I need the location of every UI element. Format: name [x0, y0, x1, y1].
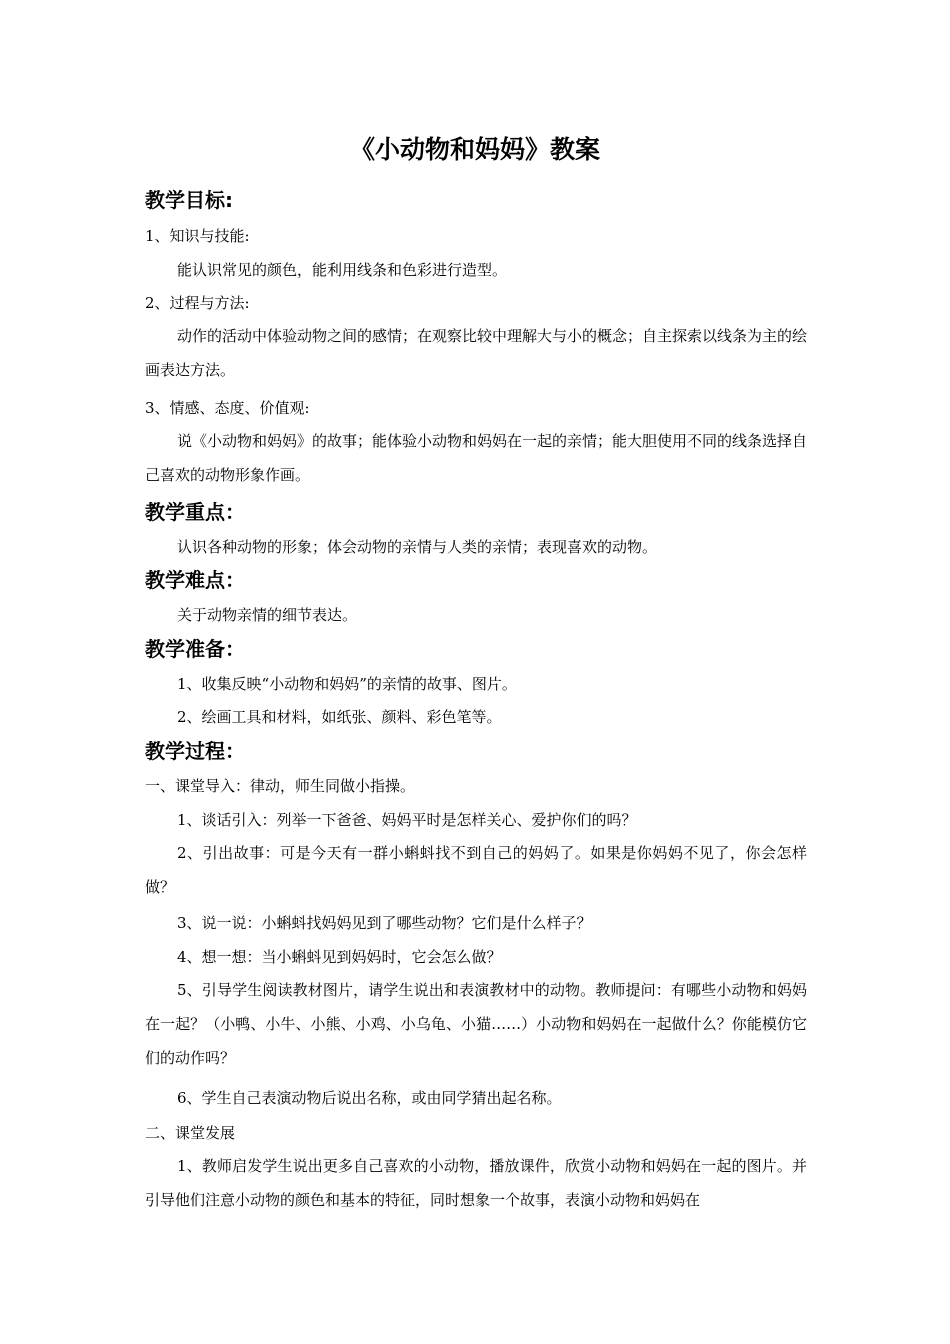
process-heading: 教学过程：	[145, 739, 245, 763]
key-points-heading: 教学重点：	[145, 500, 245, 524]
process-part1-title: 一、课堂导入：律动，师生同做小指操。	[145, 777, 416, 795]
difficulties-text: 关于动物亲情的细节表达。	[177, 606, 358, 624]
objectives-item2-label: 2、过程与方法:	[145, 294, 250, 312]
process-step-6: 6、学生自己表演动物后说出名称，或由同学猜出起名称。	[177, 1089, 562, 1107]
key-points-text: 认识各种动物的形象；体会动物的亲情与人类的亲情；表现喜欢的动物。	[177, 538, 658, 556]
process-step-4: 4、想一想：当小蝌蚪见到妈妈时，它会怎么做？	[177, 948, 502, 966]
objectives-heading: 教学目标:	[145, 188, 233, 212]
objectives-item2-text: 动作的活动中体验动物之间的感情；在观察比较中理解大与小的概念；自主探索以线条为主的绘画表达方法。	[145, 327, 808, 379]
objectives-item3-text: 说《小动物和妈妈》的故事；能体验小动物和妈妈在一起的亲情；能大胆使用不同的线条选择自己喜欢的动物形象作画。	[145, 432, 808, 484]
process-step-1: 1、谈话引入：列举一下爸爸、妈妈平时是怎样关心、爱护你们的吗？	[177, 811, 637, 829]
objectives-item1-label: 1、知识与技能:	[145, 227, 250, 245]
objectives-item3-label: 3、情感、态度、价值观:	[145, 399, 310, 417]
preparation-item1: 1、收集反映“小动物和妈妈”的亲情的故事、图片。	[177, 675, 517, 693]
preparation-item2: 2、绘画工具和材料，如纸张、颜料、彩色笔等。	[177, 708, 502, 726]
objectives-item1-text: 能认识常见的颜色，能利用线条和色彩进行造型。	[177, 261, 508, 279]
preparation-heading: 教学准备：	[145, 637, 245, 661]
process-step-2: 2、引出故事：可是今天有一群小蝌蚪找不到自己的妈妈了。如果是你妈妈不见了，你会怎样做？	[145, 844, 807, 896]
difficulties-heading: 教学难点：	[145, 568, 245, 592]
process-step-3: 3、说一说：小蝌蚪找妈妈见到了哪些动物？它们是什么样子？	[177, 914, 592, 932]
document-title: 《小动物和妈妈》教案	[349, 135, 600, 164]
process-step-5: 5、引导学生阅读教材图片，请学生说出和表演教材中的动物。教师提问：有哪些小动物和妈妈在一起？（小鸭、小牛、小熊、小鸡、小乌龟、小猫……）小动物和妈妈在一起做什么？你能模仿它们的动作吗？	[145, 981, 807, 1067]
process-part2-title: 二、课堂发展	[145, 1124, 236, 1142]
process-step-7: 1、教师启发学生说出更多自己喜欢的小动物，播放课件，欣赏小动物和妈妈在一起的图片。并引导他们注意小动物的颜色和基本的特征，同时想象一个故事，表演小动物和妈妈在	[145, 1157, 807, 1209]
